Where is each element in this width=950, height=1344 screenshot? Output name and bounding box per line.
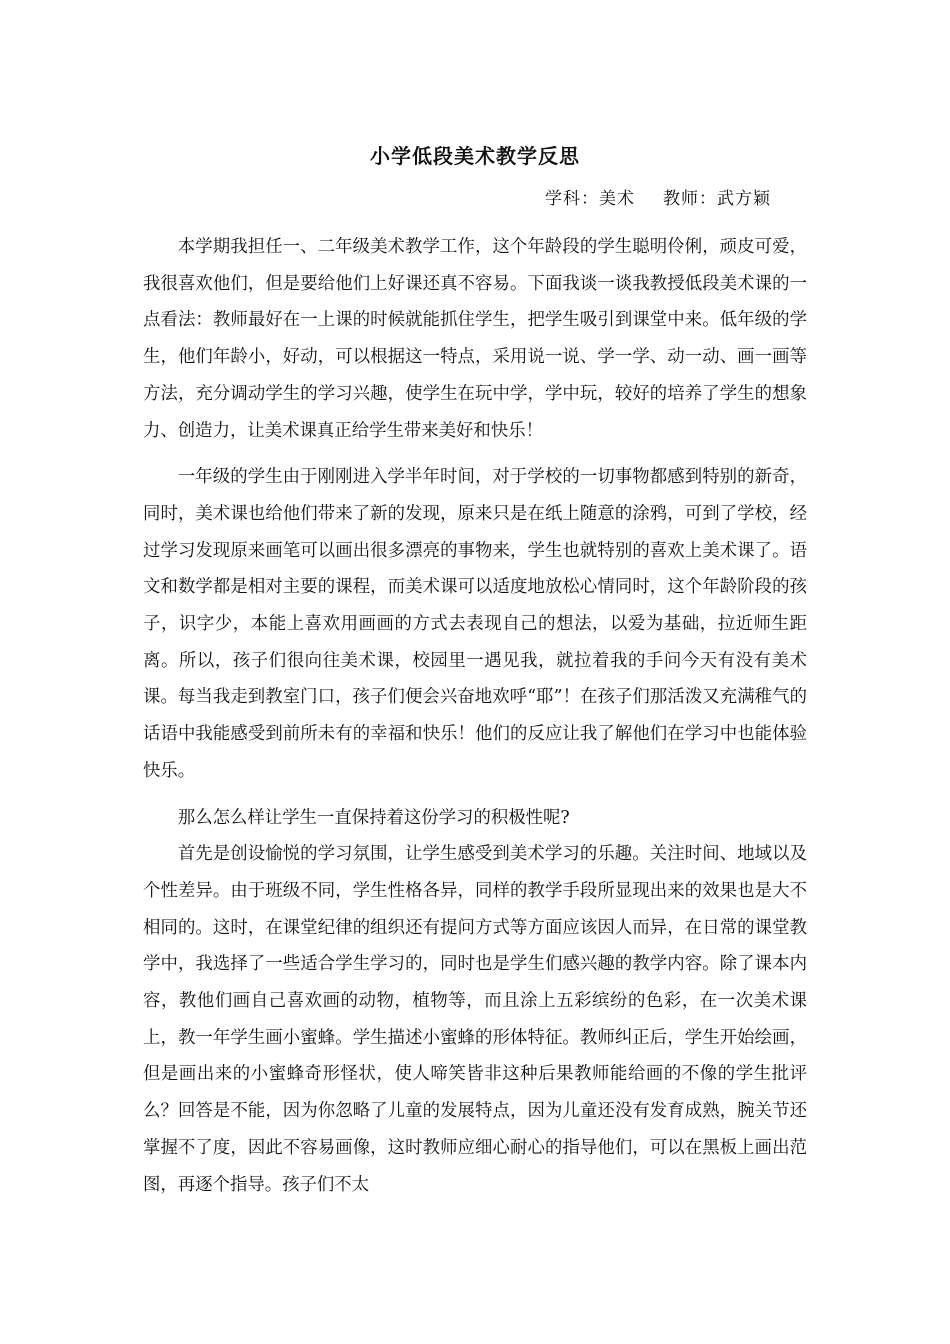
subject-label: 学科：美术 <box>545 189 635 209</box>
author-info <box>545 184 771 209</box>
paragraph-first-grade: 一年级的学生由于刚刚进入学半年时间，对于学校的一切事物都感到特别的新奇，同时，美术课也给他们带来了新的发现，原来只是在纸上随意的涂鸦，可到了学校，经过学习发现原来画笔可以画出很多漂亮的事物来，学生也就特别的喜欢上美术课了。语文和数学都是相对主要的课程，而美术课可以适度地放松心情同时，这个年龄阶段的孩子，识字少，本能上喜欢用画画的方式去表现自己的想法，以爱为基础，拉近师生距离。所以，孩子们很向往美术课，校园里一遇见我，就拉着我的手问今天有没有美术课。每当我走到教室门口，孩子们便会兴奋地欢呼“耶”！在孩子们那活泼又充满稚气的话语中我能感受到前所未有的幸福和快乐！他们的反应让我了解他们在学习中也能体验快乐。 <box>143 467 807 781</box>
paragraph-question: 那么怎么样让学生一直保持着这份学习的积极性呢? <box>177 807 570 828</box>
paragraph-atmosphere: 首先是创设愉悦的学习氛围，让学生感受到美术学习的乐趣。关注时间、地域以及个性差异。由于班级不同，学生性格各异，同样的教学手段所显现出来的效果也是大不相同的。这时，在课堂纪律的组织还有提问方式等方面应该因人而异，在日常的课堂教学中，我选择了一些适合学生学习的，同时也是学生们感兴趣的教学内容。除了课本内容，教他们画自己喜欢画的动物，植物等，而且涂上五彩缤纷的色彩，在一次美术课上，教一年学生画小蜜蜂。学生描述小蜜蜂的形体特征。教师纠正后，学生开始绘画，但是画出来的小蜜蜂奇形怪状，使人啼笑皆非这种后果教师能给画的不像的学生批评么？回答是不能，因为你忽略了儿童的发展特点，因为儿童还没有发育成熟，腕关节还掌握不了度，因此不容易画像，这时教师应细心耐心的指导他们，可以在黑板上画出范图，再逐个指导。孩子们不太 <box>143 844 807 1195</box>
paragraph-intro: 本学期我担任一、二年级美术教学工作，这个年龄段的学生聪明伶俐，顽皮可爱，我很喜欢他们，但是要给他们上好课还真不容易。下面我谈一谈我教授低段美术课的一点看法：教师最好在一上课的时候就能抓住学生，把学生吸引到课堂中来。低年级的学生，他们年龄小，好动，可以根据这一特点，采用说一说、学一学、动一动、画一画等方法，充分调动学生的学习兴趣，使学生在玩中学，学中玩，较好的培养了学生的想象力、创造力，让美术课真正给学生带来美好和快乐！ <box>143 237 807 441</box>
document-title: 小学低段美术教学反思 <box>370 144 580 168</box>
document-body <box>143 229 807 1203</box>
teacher-label: 教师：武方颖 <box>663 189 771 209</box>
